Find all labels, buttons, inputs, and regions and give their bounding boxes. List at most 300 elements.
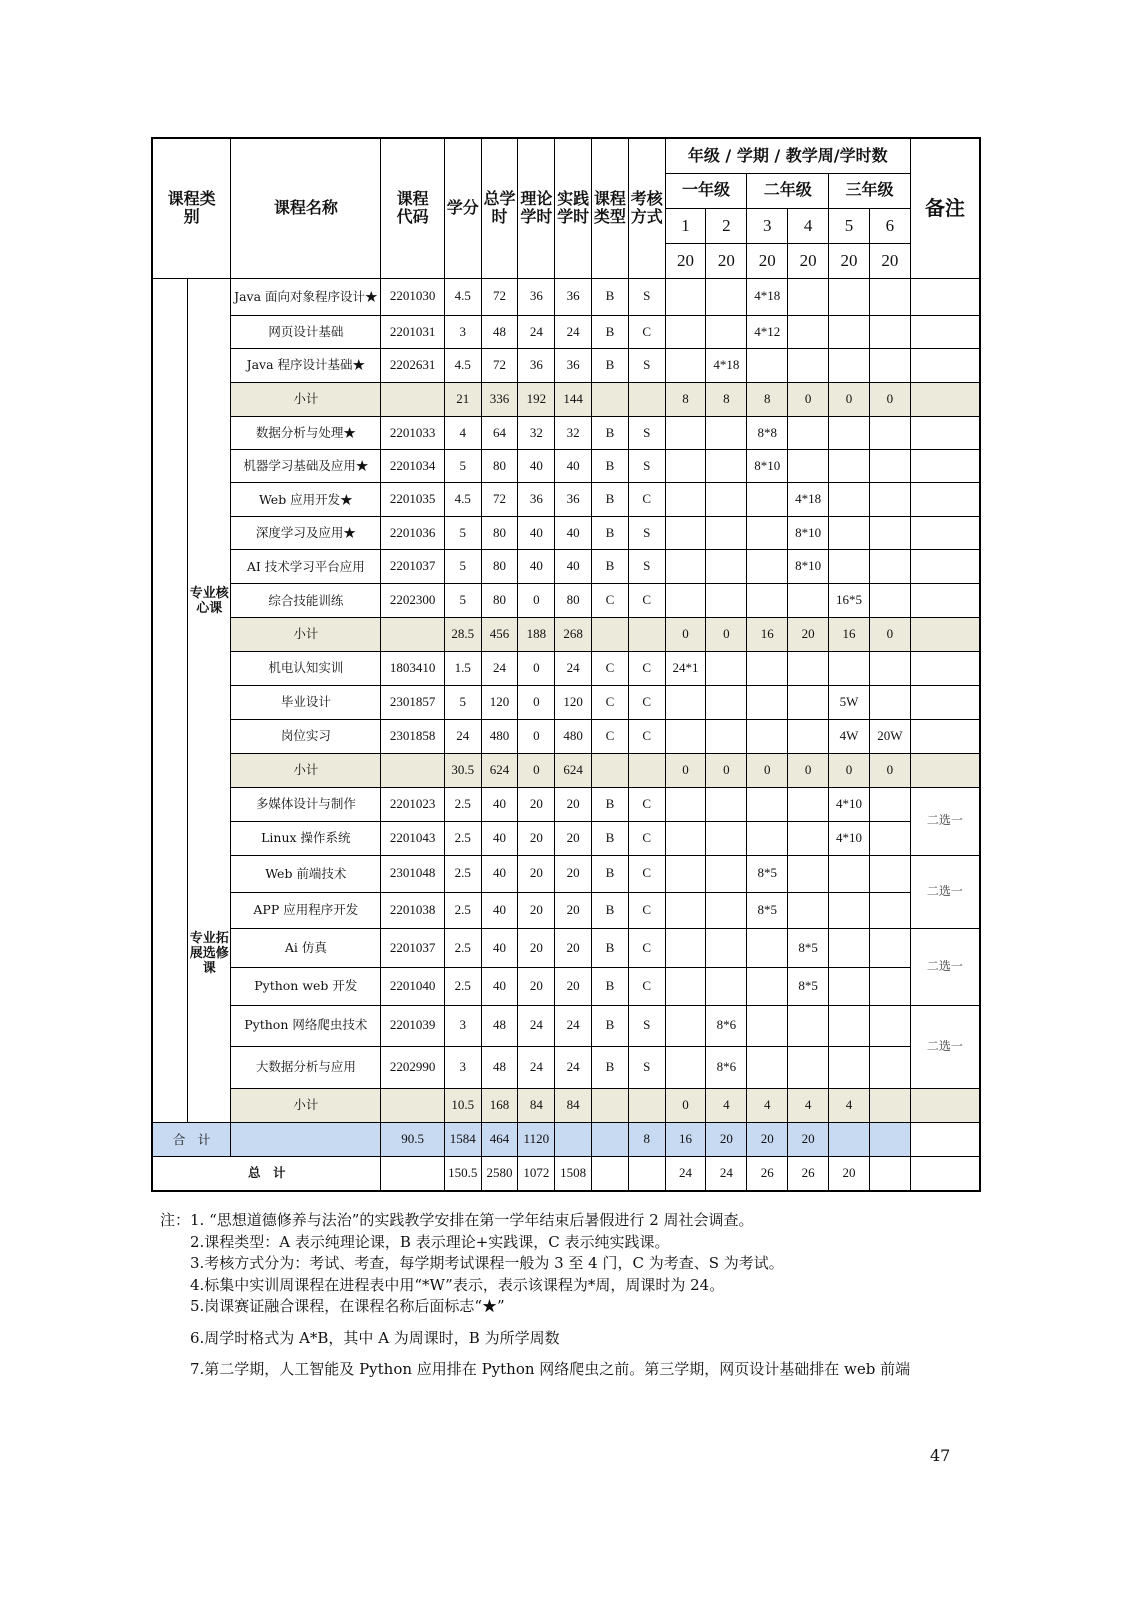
course-name: APP 应用程序开发 bbox=[231, 893, 381, 929]
header-schedule-title: 年级 / 学期 / 教学周/学时数 bbox=[665, 138, 910, 173]
cell-total: 40 bbox=[481, 821, 518, 855]
cell-s1 bbox=[665, 278, 706, 315]
cell-s4: 4*18 bbox=[788, 483, 829, 517]
cell-type: B bbox=[592, 893, 629, 929]
cell-s4 bbox=[788, 316, 829, 349]
cell-s5: 16*5 bbox=[829, 584, 870, 618]
cell-practice: 20 bbox=[555, 968, 592, 1005]
cell-assess bbox=[628, 383, 665, 417]
cell-s3 bbox=[747, 787, 788, 821]
cell-s4 bbox=[788, 450, 829, 483]
cell-s1 bbox=[665, 450, 706, 483]
cell-credit: 150.5 bbox=[444, 1157, 481, 1191]
cell-type bbox=[592, 383, 629, 417]
cell-practice: 624 bbox=[555, 753, 592, 787]
cell-total: 40 bbox=[481, 855, 518, 892]
cell-total: 480 bbox=[481, 719, 518, 753]
subtotal-label: 小计 bbox=[231, 383, 381, 417]
note-line: 注：1. “思想道德修养与法治”的实践教学安排在第一学年结束后暑假进行 2 周社会调查。 bbox=[160, 1211, 754, 1229]
cell-practice: 268 bbox=[555, 618, 592, 651]
cell-practice: 480 bbox=[555, 719, 592, 753]
cell-credit: 5 bbox=[444, 450, 481, 483]
cell-s5 bbox=[829, 483, 870, 517]
cell-s3 bbox=[747, 550, 788, 584]
cell-type: B bbox=[592, 483, 629, 517]
table-row bbox=[152, 929, 980, 968]
cell-s1 bbox=[665, 719, 706, 753]
table-row bbox=[152, 517, 980, 550]
table-row bbox=[152, 278, 980, 315]
cell-practice: 20 bbox=[555, 893, 592, 929]
cell-s2 bbox=[706, 517, 747, 550]
cell-s6 bbox=[869, 1157, 910, 1191]
cell-type: B bbox=[592, 968, 629, 1005]
header-weeks-6: 20 bbox=[869, 243, 910, 278]
cell-theory: 40 bbox=[518, 517, 555, 550]
cell-s2: 0 bbox=[706, 618, 747, 651]
cell-s1 bbox=[665, 584, 706, 618]
cell-s5 bbox=[829, 651, 870, 685]
category-spacer bbox=[152, 278, 188, 416]
cell-assess: S bbox=[628, 550, 665, 584]
cell-s6: 20W bbox=[869, 719, 910, 753]
cell-credit: 5 bbox=[444, 685, 481, 719]
cell-s5: 16 bbox=[829, 618, 870, 651]
remark-cell bbox=[910, 1157, 980, 1191]
cell-s6 bbox=[869, 349, 910, 383]
remark-cell: 二选一 bbox=[910, 787, 980, 855]
header-semester-2: 2 bbox=[706, 208, 747, 243]
cell-code bbox=[381, 383, 444, 417]
cell-code: 1803410 bbox=[381, 651, 444, 685]
cell-code: 2201039 bbox=[381, 1005, 444, 1046]
remark-cell: 二选一 bbox=[910, 929, 980, 1005]
cell-theory: 188 bbox=[518, 618, 555, 651]
header-weeks-2: 20 bbox=[706, 243, 747, 278]
cell-s3 bbox=[747, 719, 788, 753]
cell-total: 120 bbox=[481, 685, 518, 719]
cell-practice: 36 bbox=[555, 349, 592, 383]
cell-s6 bbox=[869, 1089, 910, 1123]
cell-total: 48 bbox=[481, 316, 518, 349]
cell-theory: 20 bbox=[518, 893, 555, 929]
cell-code: 2201031 bbox=[381, 316, 444, 349]
cell-s2 bbox=[706, 483, 747, 517]
cell-theory: 84 bbox=[518, 1089, 555, 1123]
remark-cell bbox=[910, 349, 980, 383]
cell-s5: 20 bbox=[788, 1123, 829, 1157]
cell-s3: 16 bbox=[747, 618, 788, 651]
note-line: 4.标集中实训周课程在进程表中用“*W”表示，表示该课程为*周，周课时为 24。 bbox=[190, 1275, 725, 1294]
cell-practice: 24 bbox=[555, 1005, 592, 1046]
header-grade-1: 一年级 bbox=[665, 173, 747, 208]
cell-type: C bbox=[592, 584, 629, 618]
course-name: 机器学习基础及应用★ bbox=[231, 450, 381, 483]
table-row bbox=[152, 719, 980, 753]
subtotal-label: 小计 bbox=[231, 753, 381, 787]
table-row bbox=[152, 550, 980, 584]
cell-credit: 5 bbox=[444, 517, 481, 550]
cell-s6 bbox=[869, 584, 910, 618]
cell-credit: 3 bbox=[444, 1046, 481, 1088]
cell-s6 bbox=[869, 651, 910, 685]
cell-s3 bbox=[747, 349, 788, 383]
cell-s4 bbox=[788, 719, 829, 753]
total-label: 总 计 bbox=[152, 1157, 381, 1191]
cell-credit: 30.5 bbox=[444, 753, 481, 787]
header-semester-6: 6 bbox=[869, 208, 910, 243]
note-line: 5.岗课赛证融合课程，在课程名称后面标志“★” bbox=[190, 1297, 505, 1315]
cell-s3 bbox=[747, 1046, 788, 1088]
cell-assess: C bbox=[628, 968, 665, 1005]
cell-assess: S bbox=[628, 1046, 665, 1088]
cell-credit: 3 bbox=[444, 1005, 481, 1046]
cell-assess: S bbox=[628, 450, 665, 483]
cell-credit: 2.5 bbox=[444, 787, 481, 821]
cell-s3 bbox=[747, 483, 788, 517]
cell-type: B bbox=[592, 821, 629, 855]
table-row bbox=[152, 349, 980, 383]
remark-cell: 二选一 bbox=[910, 1005, 980, 1089]
cell-s4: 0 bbox=[788, 753, 829, 787]
cell-total: 48 bbox=[481, 1005, 518, 1046]
cell-s4: 4 bbox=[788, 1089, 829, 1123]
table-row bbox=[152, 685, 980, 719]
table-row bbox=[152, 383, 980, 417]
cell-s5 bbox=[829, 893, 870, 929]
cell-type bbox=[592, 618, 629, 651]
cell-code: 2201037 bbox=[381, 550, 444, 584]
cell-s5: 4 bbox=[829, 1089, 870, 1123]
course-name: 多媒体设计与制作 bbox=[231, 787, 381, 821]
cell-practice: 84 bbox=[555, 1089, 592, 1123]
total-label: 合 计 bbox=[152, 1123, 231, 1157]
cell-s3 bbox=[747, 584, 788, 618]
cell-credit: 4.5 bbox=[444, 483, 481, 517]
cell-practice: 24 bbox=[555, 1046, 592, 1088]
course-name: 综合技能训练 bbox=[231, 584, 381, 618]
header-weeks-3: 20 bbox=[747, 243, 788, 278]
cell-theory: 1072 bbox=[518, 1157, 555, 1191]
cell-s5 bbox=[829, 550, 870, 584]
course-name: 深度学习及应用★ bbox=[231, 517, 381, 550]
cell-s3: 8*5 bbox=[747, 855, 788, 892]
cell-s2 bbox=[706, 316, 747, 349]
table-row bbox=[152, 417, 980, 450]
cell-credit: 28.5 bbox=[444, 618, 481, 651]
cell-s2: 8*6 bbox=[706, 1046, 747, 1088]
cell-s2 bbox=[706, 855, 747, 892]
cell-s6 bbox=[869, 1005, 910, 1046]
cell-theory: 40 bbox=[518, 550, 555, 584]
cell-total: 1584 bbox=[444, 1123, 481, 1157]
cell-s2 bbox=[706, 450, 747, 483]
cell-assess: C bbox=[628, 929, 665, 968]
cell-s3: 4*12 bbox=[747, 316, 788, 349]
cell-s6 bbox=[869, 316, 910, 349]
cell-s5: 4W bbox=[829, 719, 870, 753]
cell-s3: 26 bbox=[747, 1157, 788, 1191]
course-name: Web 应用开发★ bbox=[231, 483, 381, 517]
course-name: Ai 仿真 bbox=[231, 929, 381, 968]
remark-cell bbox=[910, 753, 980, 787]
cell-s3: 8*8 bbox=[747, 417, 788, 450]
cell-practice: 1120 bbox=[518, 1123, 555, 1157]
cell-code bbox=[381, 1157, 444, 1191]
cell-code: 2202990 bbox=[381, 1046, 444, 1088]
cell-type bbox=[555, 1123, 592, 1157]
cell-theory: 24 bbox=[518, 1005, 555, 1046]
table-row bbox=[152, 893, 980, 929]
cell-total: 40 bbox=[481, 929, 518, 968]
cell-s2: 4*18 bbox=[706, 349, 747, 383]
cell-s6: 0 bbox=[869, 383, 910, 417]
cell-practice: 32 bbox=[555, 417, 592, 450]
cell-s5 bbox=[829, 349, 870, 383]
table-row bbox=[152, 1046, 980, 1088]
header-course-type: 课程类型 bbox=[592, 138, 629, 278]
subtotal-label: 小计 bbox=[231, 1089, 381, 1123]
cell-credit: 90.5 bbox=[381, 1123, 444, 1157]
cell-practice: 24 bbox=[555, 651, 592, 685]
cell-assess: C bbox=[628, 855, 665, 892]
cell-theory: 24 bbox=[518, 1046, 555, 1088]
header-semester-3: 3 bbox=[747, 208, 788, 243]
cell-theory: 20 bbox=[518, 821, 555, 855]
cell-assess: C bbox=[628, 651, 665, 685]
cell-total: 40 bbox=[481, 787, 518, 821]
cell-s5 bbox=[829, 417, 870, 450]
cell-s2 bbox=[706, 787, 747, 821]
cell-credit: 4 bbox=[444, 417, 481, 450]
cell-type: B bbox=[592, 278, 629, 315]
cell-s1 bbox=[665, 929, 706, 968]
cell-s3: 20 bbox=[706, 1123, 747, 1157]
cell-credit: 3 bbox=[444, 316, 481, 349]
cell-credit: 2.5 bbox=[444, 855, 481, 892]
cell-s1: 8 bbox=[665, 383, 706, 417]
cell-assess: S bbox=[628, 1005, 665, 1046]
cell-s4 bbox=[788, 893, 829, 929]
cell-credit: 4.5 bbox=[444, 349, 481, 383]
cell-s5: 4*10 bbox=[829, 821, 870, 855]
cell-s5 bbox=[829, 278, 870, 315]
cell-type bbox=[592, 1157, 629, 1191]
cell-s4 bbox=[788, 1046, 829, 1088]
remark-cell bbox=[910, 618, 980, 651]
cell-practice: 36 bbox=[555, 483, 592, 517]
cell-s1: 24*1 bbox=[665, 651, 706, 685]
cell-s4 bbox=[788, 685, 829, 719]
cell-s6 bbox=[869, 968, 910, 1005]
cell-s2: 0 bbox=[706, 753, 747, 787]
remark-cell bbox=[910, 450, 980, 483]
cell-total: 80 bbox=[481, 550, 518, 584]
cell-code bbox=[381, 753, 444, 787]
header-semester-1: 1 bbox=[665, 208, 706, 243]
cell-s2: 8 bbox=[706, 383, 747, 417]
subtotal-label: 小计 bbox=[231, 618, 381, 651]
header-semester-4: 4 bbox=[788, 208, 829, 243]
cell-practice: 20 bbox=[555, 855, 592, 892]
cell-type: B bbox=[592, 417, 629, 450]
category-cell bbox=[188, 278, 231, 416]
table-row bbox=[152, 1005, 980, 1046]
table-row bbox=[152, 1157, 980, 1191]
cell-s5 bbox=[829, 968, 870, 1005]
cell-assess: C bbox=[628, 685, 665, 719]
course-name: Web 前端技术 bbox=[231, 855, 381, 892]
cell-s6 bbox=[869, 450, 910, 483]
cell-s4: 8*10 bbox=[788, 517, 829, 550]
cell-total: 456 bbox=[481, 618, 518, 651]
header-assessment: 考核方式 bbox=[628, 138, 665, 278]
cell-s4 bbox=[788, 821, 829, 855]
header-total-hours: 总学时 bbox=[481, 138, 518, 278]
cell-s2 bbox=[706, 651, 747, 685]
cell-code: 2201023 bbox=[381, 787, 444, 821]
cell-s6 bbox=[869, 517, 910, 550]
header-weeks-4: 20 bbox=[788, 243, 829, 278]
cell-s6 bbox=[869, 685, 910, 719]
cell-s1: 0 bbox=[665, 753, 706, 787]
cell-s2 bbox=[706, 685, 747, 719]
cell-s2 bbox=[706, 719, 747, 753]
cell-total: 2580 bbox=[481, 1157, 518, 1191]
cell-assess bbox=[628, 618, 665, 651]
table-row bbox=[152, 855, 980, 892]
table-row bbox=[152, 483, 980, 517]
cell-s5 bbox=[829, 1005, 870, 1046]
cell-type: B bbox=[592, 929, 629, 968]
cell-s4 bbox=[788, 855, 829, 892]
cell-s4: 8*10 bbox=[788, 550, 829, 584]
course-name: AI 技术学习平台应用 bbox=[231, 550, 381, 584]
cell-assess bbox=[628, 753, 665, 787]
cell-code: 2201038 bbox=[381, 893, 444, 929]
cell-total: 80 bbox=[481, 450, 518, 483]
remark-cell bbox=[910, 651, 980, 685]
cell-s5: 0 bbox=[829, 383, 870, 417]
cell-s2 bbox=[706, 968, 747, 1005]
header-practice-hours: 实践学时 bbox=[555, 138, 592, 278]
cell-s6 bbox=[869, 417, 910, 450]
cell-type: B bbox=[592, 855, 629, 892]
curriculum-table bbox=[151, 137, 981, 1192]
cell-credit: 2.5 bbox=[444, 893, 481, 929]
cell-code bbox=[381, 1089, 444, 1123]
course-name: 机电认知实训 bbox=[231, 651, 381, 685]
cell-credit: 2.5 bbox=[444, 929, 481, 968]
cell-theory: 0 bbox=[518, 651, 555, 685]
remark-cell bbox=[910, 316, 980, 349]
cell-s2 bbox=[706, 417, 747, 450]
cell-theory: 24 bbox=[518, 316, 555, 349]
cell-code: 2301048 bbox=[381, 855, 444, 892]
header-remark: 备注 bbox=[910, 138, 980, 278]
cell-s3: 4 bbox=[747, 1089, 788, 1123]
cell-s6 bbox=[869, 1046, 910, 1088]
header-category: 课程类别 bbox=[152, 138, 231, 278]
cell-type: C bbox=[592, 651, 629, 685]
note-line: 6.周学时格式为 A*B，其中 A 为周课时，B 为所学周数 bbox=[190, 1328, 560, 1347]
remark-cell bbox=[910, 383, 980, 417]
cell-assess: C bbox=[628, 893, 665, 929]
cell-total: 80 bbox=[481, 584, 518, 618]
cell-practice: 24 bbox=[555, 316, 592, 349]
cell-s6 bbox=[869, 787, 910, 821]
cell-s6 bbox=[869, 893, 910, 929]
cell-s2 bbox=[706, 929, 747, 968]
cell-code: 2201037 bbox=[381, 929, 444, 968]
note-line: 2.课程类型：A 表示纯理论课，B 表示理论+实践课，C 表示纯实践课。 bbox=[190, 1232, 670, 1251]
cell-total: 336 bbox=[481, 383, 518, 417]
table-row bbox=[152, 584, 980, 618]
cell-total: 40 bbox=[481, 893, 518, 929]
course-name: 毕业设计 bbox=[231, 685, 381, 719]
cell-code: 2201034 bbox=[381, 450, 444, 483]
header-theory-hours: 理论学时 bbox=[518, 138, 555, 278]
cell-code bbox=[381, 618, 444, 651]
cell-code bbox=[231, 1123, 381, 1157]
course-name: 网页设计基础 bbox=[231, 316, 381, 349]
cell-s4 bbox=[788, 1005, 829, 1046]
cell-type: B bbox=[592, 550, 629, 584]
cell-s4 bbox=[788, 787, 829, 821]
cell-s2: 8*6 bbox=[706, 1005, 747, 1046]
cell-s6: 0 bbox=[869, 618, 910, 651]
cell-practice: 40 bbox=[555, 450, 592, 483]
cell-assess: C bbox=[628, 719, 665, 753]
cell-practice: 1508 bbox=[555, 1157, 592, 1191]
cell-s4: 8*5 bbox=[788, 929, 829, 968]
table-row bbox=[152, 618, 980, 651]
cell-s3: 4*18 bbox=[747, 278, 788, 315]
cell-theory: 192 bbox=[518, 383, 555, 417]
cell-theory: 20 bbox=[518, 855, 555, 892]
cell-code: 2201040 bbox=[381, 968, 444, 1005]
cell-credit: 2.5 bbox=[444, 968, 481, 1005]
cell-s4 bbox=[788, 651, 829, 685]
header-grade-2: 二年级 bbox=[747, 173, 829, 208]
cell-code: 2201043 bbox=[381, 821, 444, 855]
remark-cell: 二选一 bbox=[910, 855, 980, 928]
category-spacer bbox=[152, 417, 188, 1123]
cell-practice: 20 bbox=[555, 929, 592, 968]
cell-s4 bbox=[788, 278, 829, 315]
cell-s6 bbox=[869, 929, 910, 968]
cell-code: 2201036 bbox=[381, 517, 444, 550]
cell-s1 bbox=[665, 483, 706, 517]
cell-type: C bbox=[592, 685, 629, 719]
curriculum-table-container bbox=[151, 137, 981, 1192]
category-extension: 专业拓展选修课 bbox=[188, 787, 231, 1122]
cell-theory: 0 bbox=[518, 685, 555, 719]
header-grade-3: 三年级 bbox=[829, 173, 911, 208]
table-row bbox=[152, 1089, 980, 1123]
course-name: 数据分析与处理★ bbox=[231, 417, 381, 450]
course-name: Linux 操作系统 bbox=[231, 821, 381, 855]
cell-s6: 0 bbox=[869, 753, 910, 787]
cell-s1: 8 bbox=[628, 1123, 665, 1157]
cell-s1 bbox=[665, 893, 706, 929]
cell-s5 bbox=[829, 316, 870, 349]
cell-assess bbox=[592, 1123, 629, 1157]
cell-s2: 4 bbox=[706, 1089, 747, 1123]
table-row bbox=[152, 821, 980, 855]
cell-s2 bbox=[706, 550, 747, 584]
cell-type: B bbox=[592, 1005, 629, 1046]
